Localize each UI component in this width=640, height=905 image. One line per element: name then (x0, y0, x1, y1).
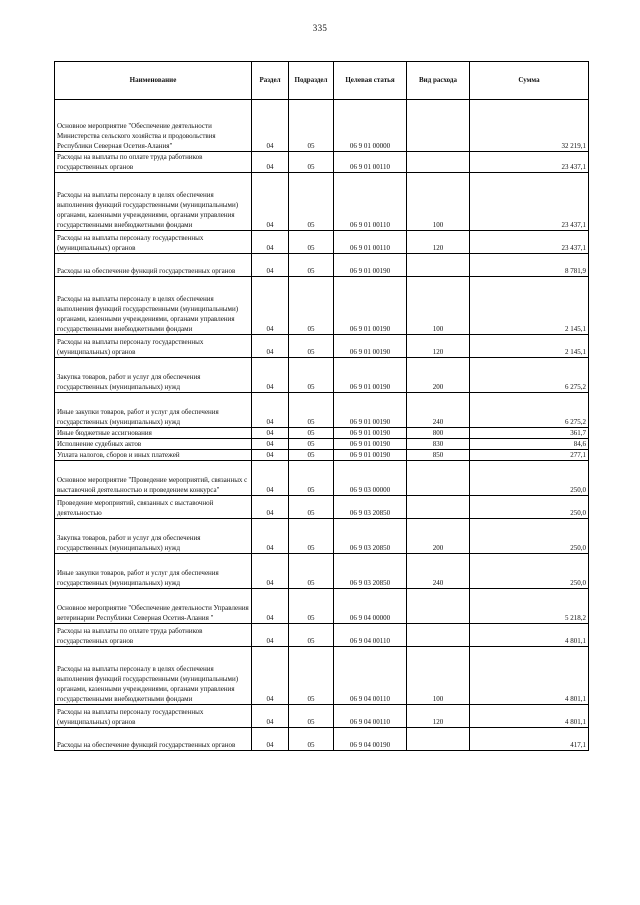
cell-subsection: 05 (289, 589, 334, 624)
table-row (55, 450, 589, 461)
cell-name: Исполнение судебных актов (55, 439, 252, 450)
table-row (55, 428, 589, 439)
cell-subsection: 05 (289, 624, 334, 647)
cell-amount: 23 437,1 (470, 231, 589, 254)
cell-section: 04 (252, 624, 289, 647)
cell-expense-type (407, 100, 470, 152)
cell-subsection: 05 (289, 254, 334, 277)
table-row (55, 100, 589, 152)
cell-amount: 250,0 (470, 554, 589, 589)
cell-amount: 6 275,2 (470, 358, 589, 393)
cell-target-article: 06 9 03 20850 (334, 554, 407, 589)
header-section: Раздел (252, 62, 289, 100)
cell-section: 04 (252, 439, 289, 450)
cell-subsection: 05 (289, 496, 334, 519)
table-row (55, 277, 589, 335)
cell-amount: 23 437,1 (470, 173, 589, 231)
cell-expense-type: 200 (407, 519, 470, 554)
cell-section: 04 (252, 589, 289, 624)
cell-amount: 277,1 (470, 450, 589, 461)
cell-subsection: 05 (289, 728, 334, 751)
cell-name: Расходы на выплаты персоналу в целях обеспечения выполнения функций государственными (муниципальными) органами, казенными учреждениями, органами управления государственными внебюджетными фондами (55, 277, 252, 335)
cell-subsection: 05 (289, 358, 334, 393)
cell-amount: 5 218,2 (470, 589, 589, 624)
cell-expense-type: 120 (407, 335, 470, 358)
cell-subsection: 05 (289, 393, 334, 428)
cell-amount: 417,1 (470, 728, 589, 751)
page-number: 335 (312, 23, 328, 33)
cell-target-article: 06 9 01 00190 (334, 393, 407, 428)
cell-name: Расходы на выплаты персоналу государственных (муниципальных) органов (55, 231, 252, 254)
cell-expense-type: 120 (407, 231, 470, 254)
budget-table (54, 61, 589, 751)
cell-amount: 6 275,2 (470, 393, 589, 428)
cell-name: Иные закупки товаров, работ и услуг для обеспечения государственных (муниципальных) нужд (55, 393, 252, 428)
table-row (55, 393, 589, 428)
cell-section: 04 (252, 461, 289, 496)
cell-expense-type: 100 (407, 647, 470, 705)
cell-expense-type: 850 (407, 450, 470, 461)
table-body (55, 100, 589, 751)
cell-target-article: 06 9 01 00000 (334, 100, 407, 152)
table-row (55, 152, 589, 173)
table-row (55, 231, 589, 254)
cell-expense-type (407, 461, 470, 496)
cell-name: Основное мероприятие "Обеспечение деятельности Министерства сельского хозяйства и продовольствия Республики Северная Осетия-Алания" (55, 100, 252, 152)
cell-name: Расходы на выплаты по оплате труда работников государственных органов (55, 152, 252, 173)
cell-section: 04 (252, 728, 289, 751)
cell-amount: 8 781,9 (470, 254, 589, 277)
table-header-row (55, 62, 589, 100)
cell-amount: 2 145,1 (470, 335, 589, 358)
cell-name: Закупка товаров, работ и услуг для обеспечения государственных (муниципальных) нужд (55, 519, 252, 554)
cell-target-article: 06 9 03 20850 (334, 519, 407, 554)
cell-section: 04 (252, 450, 289, 461)
cell-target-article: 06 9 01 00110 (334, 152, 407, 173)
table-row (55, 705, 589, 728)
table-row (55, 554, 589, 589)
cell-subsection: 05 (289, 231, 334, 254)
table-row (55, 728, 589, 751)
cell-subsection: 05 (289, 450, 334, 461)
cell-name: Основное мероприятие "Проведение мероприятий, связанных с выставочной деятельностью и проведением конкурса" (55, 461, 252, 496)
header-name: Наименование (55, 62, 252, 100)
table-row (55, 335, 589, 358)
cell-section: 04 (252, 428, 289, 439)
cell-amount: 361,7 (470, 428, 589, 439)
cell-amount: 32 219,1 (470, 100, 589, 152)
table-row (55, 519, 589, 554)
cell-name: Расходы на выплаты персоналу в целях обеспечения выполнения функций государственными (муниципальными) органами, казенными учреждениями, органами управления государственными внебюджетными фондами (55, 173, 252, 231)
cell-name: Расходы на выплаты по оплате труда работников государственных органов (55, 624, 252, 647)
cell-target-article: 06 9 04 00110 (334, 647, 407, 705)
cell-target-article: 06 9 04 00190 (334, 728, 407, 751)
cell-amount: 250,0 (470, 519, 589, 554)
cell-name: Расходы на выплаты персоналу государственных (муниципальных) органов (55, 705, 252, 728)
cell-subsection: 05 (289, 461, 334, 496)
cell-section: 04 (252, 358, 289, 393)
cell-expense-type (407, 152, 470, 173)
cell-amount: 23 437,1 (470, 152, 589, 173)
cell-name: Уплата налогов, сборов и иных платежей (55, 450, 252, 461)
cell-section: 04 (252, 705, 289, 728)
cell-section: 04 (252, 173, 289, 231)
cell-name: Иные закупки товаров, работ и услуг для обеспечения государственных (муниципальных) нужд (55, 554, 252, 589)
header-amount: Сумма (470, 62, 589, 100)
table-row (55, 439, 589, 450)
header-subsection: Подраздел (289, 62, 334, 100)
table-row (55, 647, 589, 705)
cell-name: Расходы на выплаты персоналу в целях обеспечения выполнения функций государственными (муниципальными) органами, казенными учреждениями, органами управления государственными внебюджетными фондами (55, 647, 252, 705)
table-row (55, 624, 589, 647)
cell-target-article: 06 9 01 00190 (334, 450, 407, 461)
table-row (55, 461, 589, 496)
cell-subsection: 05 (289, 100, 334, 152)
cell-target-article: 06 9 04 00110 (334, 624, 407, 647)
cell-name: Основное мероприятие "Обеспечение деятельности Управления ветеринарии Республики Северная Осетия-Алания " (55, 589, 252, 624)
cell-name: Расходы на обеспечение функций государственных органов (55, 254, 252, 277)
cell-name: Расходы на обеспечение функций государственных органов (55, 728, 252, 751)
header-target-article: Целевая статья (334, 62, 407, 100)
cell-expense-type (407, 589, 470, 624)
cell-section: 04 (252, 335, 289, 358)
cell-amount: 84,6 (470, 439, 589, 450)
cell-expense-type: 800 (407, 428, 470, 439)
cell-name: Закупка товаров, работ и услуг для обеспечения государственных (муниципальных) нужд (55, 358, 252, 393)
cell-amount: 4 801,1 (470, 705, 589, 728)
cell-section: 04 (252, 152, 289, 173)
cell-target-article: 06 9 04 00110 (334, 705, 407, 728)
cell-target-article: 06 9 01 00190 (334, 277, 407, 335)
cell-expense-type (407, 624, 470, 647)
cell-name: Расходы на выплаты персоналу государственных (муниципальных) органов (55, 335, 252, 358)
cell-expense-type: 240 (407, 554, 470, 589)
cell-section: 04 (252, 231, 289, 254)
cell-expense-type: 120 (407, 705, 470, 728)
cell-target-article: 06 9 01 00110 (334, 173, 407, 231)
cell-subsection: 05 (289, 705, 334, 728)
cell-target-article: 06 9 01 00190 (334, 358, 407, 393)
cell-target-article: 06 9 01 00190 (334, 428, 407, 439)
cell-amount: 4 801,1 (470, 647, 589, 705)
cell-target-article: 06 9 01 00190 (334, 254, 407, 277)
cell-subsection: 05 (289, 439, 334, 450)
cell-subsection: 05 (289, 335, 334, 358)
cell-amount: 250,0 (470, 461, 589, 496)
cell-expense-type: 100 (407, 173, 470, 231)
cell-amount: 2 145,1 (470, 277, 589, 335)
cell-subsection: 05 (289, 173, 334, 231)
cell-expense-type (407, 254, 470, 277)
cell-section: 04 (252, 496, 289, 519)
cell-expense-type: 200 (407, 358, 470, 393)
cell-name: Проведение мероприятий, связанных с выставочной деятельностью (55, 496, 252, 519)
cell-expense-type: 240 (407, 393, 470, 428)
cell-expense-type (407, 496, 470, 519)
cell-section: 04 (252, 393, 289, 428)
cell-subsection: 05 (289, 647, 334, 705)
header-expense-type: Вид расхода (407, 62, 470, 100)
cell-expense-type: 100 (407, 277, 470, 335)
table-row (55, 173, 589, 231)
cell-target-article: 06 9 01 00110 (334, 231, 407, 254)
cell-expense-type: 830 (407, 439, 470, 450)
cell-expense-type (407, 728, 470, 751)
cell-target-article: 06 9 03 00000 (334, 461, 407, 496)
cell-target-article: 06 9 04 00000 (334, 589, 407, 624)
cell-amount: 250,0 (470, 496, 589, 519)
table-row (55, 358, 589, 393)
cell-name: Иные бюджетные ассигнования (55, 428, 252, 439)
cell-target-article: 06 9 03 20850 (334, 496, 407, 519)
cell-amount: 4 801,1 (470, 624, 589, 647)
cell-subsection: 05 (289, 428, 334, 439)
cell-section: 04 (252, 277, 289, 335)
cell-section: 04 (252, 554, 289, 589)
cell-section: 04 (252, 647, 289, 705)
cell-subsection: 05 (289, 277, 334, 335)
cell-section: 04 (252, 254, 289, 277)
cell-subsection: 05 (289, 554, 334, 589)
cell-subsection: 05 (289, 152, 334, 173)
table-row (55, 496, 589, 519)
table-row (55, 254, 589, 277)
cell-target-article: 06 9 01 00190 (334, 439, 407, 450)
table-row (55, 589, 589, 624)
cell-target-article: 06 9 01 00190 (334, 335, 407, 358)
cell-section: 04 (252, 100, 289, 152)
cell-section: 04 (252, 519, 289, 554)
cell-subsection: 05 (289, 519, 334, 554)
